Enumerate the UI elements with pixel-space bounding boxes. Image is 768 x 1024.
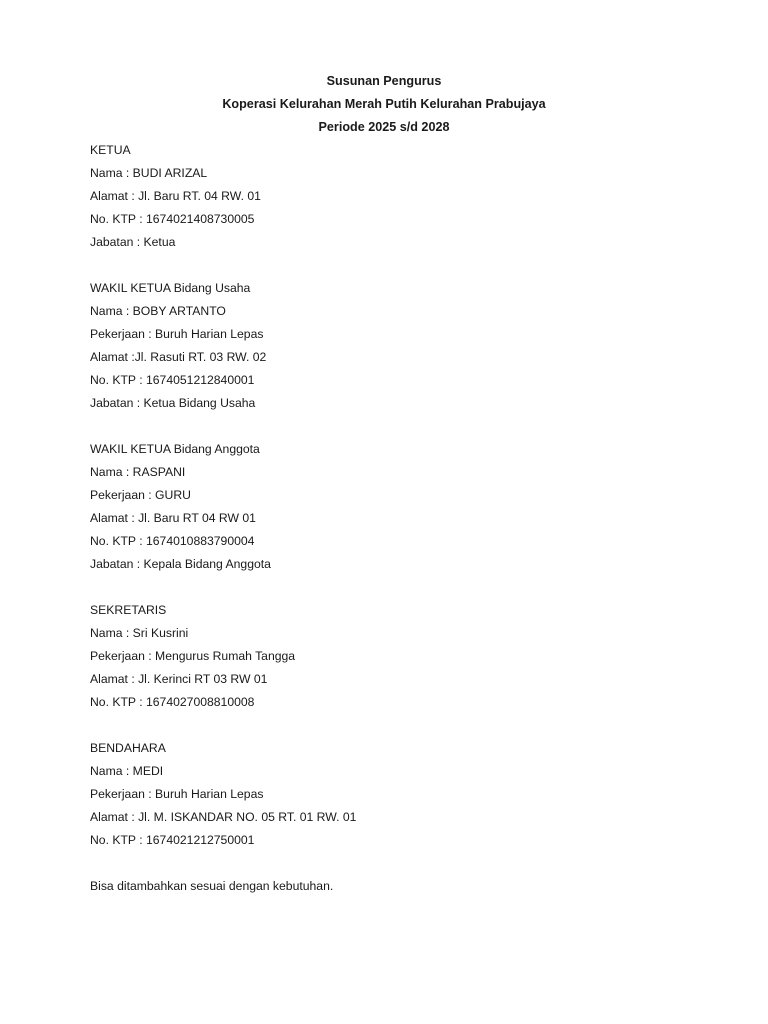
document-body <box>90 139 690 898</box>
detail-line: Jabatan : Kepala Bidang Anggota <box>90 557 271 571</box>
section-heading: BENDAHARA <box>90 741 166 755</box>
detail-line: Jabatan : Ketua <box>90 235 176 249</box>
detail-line: No. KTP : 1674021212750001 <box>90 833 255 847</box>
footer-note: Bisa ditambahkan sesuai dengan kebutuhan. <box>90 879 334 893</box>
period-line: Periode 2025 s/d 2028 <box>318 120 450 134</box>
detail-line: Jabatan : Ketua Bidang Usaha <box>90 396 256 410</box>
section-spacer <box>90 852 690 875</box>
section-heading: KETUA <box>90 143 131 157</box>
organization-name: Koperasi Kelurahan Merah Putih Kelurahan Prabujaya <box>222 97 546 111</box>
section-heading: SEKRETARIS <box>90 603 167 617</box>
detail-line: Pekerjaan : GURU <box>90 488 191 502</box>
detail-line: Nama : BUDI ARIZAL <box>90 166 208 180</box>
document-header <box>0 70 768 139</box>
section-wakil-ketua-anggota <box>90 438 690 576</box>
section-heading: WAKIL KETUA Bidang Anggota <box>90 442 260 456</box>
detail-line: Nama : RASPANI <box>90 465 186 479</box>
detail-line: Pekerjaan : Mengurus Rumah Tangga <box>90 649 296 663</box>
detail-line: No. KTP : 1674021408730005 <box>90 212 255 226</box>
detail-line: Alamat : Jl. M. ISKANDAR NO. 05 RT. 01 RW. 01 <box>90 810 357 824</box>
detail-line: Alamat : Jl. Baru RT. 04 RW. 01 <box>90 189 261 203</box>
section-wakil-ketua-usaha <box>90 277 690 415</box>
section-spacer <box>90 714 690 737</box>
detail-line: No. KTP : 1674027008810008 <box>90 695 255 709</box>
detail-line: Nama : Sri Kusrini <box>90 626 189 640</box>
section-spacer <box>90 576 690 599</box>
detail-line: No. KTP : 1674051212840001 <box>90 373 255 387</box>
detail-line: Nama : BOBY ARTANTO <box>90 304 226 318</box>
detail-line: Alamat : Jl. Baru RT 04 RW 01 <box>90 511 256 525</box>
document-title: Susunan Pengurus <box>326 74 442 88</box>
detail-line: Pekerjaan : Buruh Harian Lepas <box>90 327 264 341</box>
detail-line: Nama : MEDI <box>90 764 164 778</box>
section-spacer <box>90 254 690 277</box>
section-heading: WAKIL KETUA Bidang Usaha <box>90 281 251 295</box>
section-spacer <box>90 415 690 438</box>
detail-line: Pekerjaan : Buruh Harian Lepas <box>90 787 264 801</box>
section-sekretaris <box>90 599 690 714</box>
detail-line: Alamat : Jl. Kerinci RT 03 RW 01 <box>90 672 268 686</box>
section-ketua <box>90 139 690 254</box>
section-bendahara <box>90 737 690 852</box>
detail-line: Alamat :Jl. Rasuti RT. 03 RW. 02 <box>90 350 267 364</box>
detail-line: No. KTP : 1674010883790004 <box>90 534 255 548</box>
